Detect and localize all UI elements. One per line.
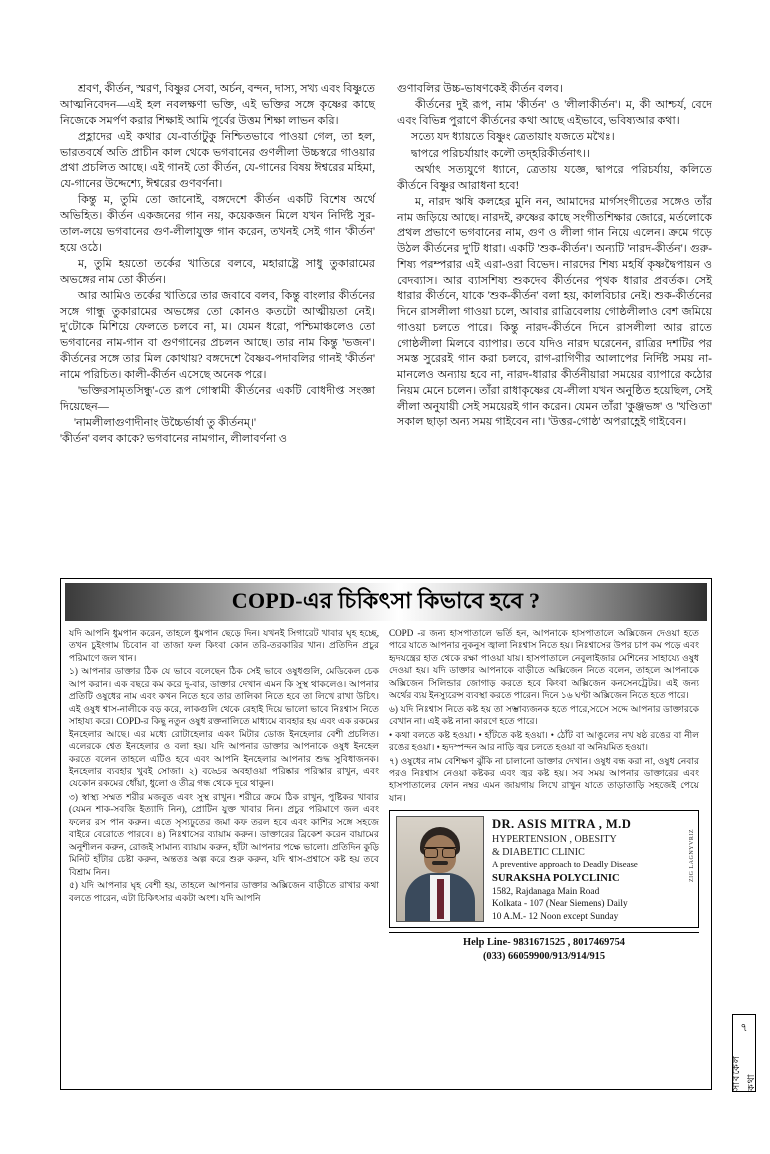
ad-paragraph: ৬) যদি নিঃশ্বাস নিতে কষ্ট হয় তা সম্ভাব্যজনক হতে পারে,সসেে সদ্দে আপনার ডাক্তারকে বেখান না। এই কষ্ট নানা কারণে হতে পারে।: [389, 703, 699, 727]
verse-quote: দ্বাপরে পরিচর্যায়াং কলৌ তদ্হরিকীর্তনাৎ।।: [411, 147, 591, 160]
paragraph: অর্থাৎ সত্যযুগে ধ্যানে, ত্রেতায় যজ্ঞে, দ্বাপরে পরিচর্যায়, কলিতে কীর্তনে বিষ্ণুর আরাধনা হবে!: [397, 163, 712, 192]
paragraph: কীর্তনের দুই রূপ, নাম 'কীর্তন' ও 'লীলাকীর্তন'। ম, কী আশ্চর্য, বেদে এবং বিভিন্ন পুরাণে কীর্তনের কথা আছে এইভাবে, ভবিষ্যআর কথা।: [397, 99, 712, 127]
paragraph: প্রহ্লাদের এই কথার যে-বার্তাটুকু নিশ্চিতভাবে পাওয়া গেল, তা হল, ভারতবর্ষে অতি প্রাচীন কাল থেকে ভগবানের গুণলীলা উচ্চস্বরে গাওয়ার প্রথা প্রচলিত আছে। এই গানই তো কীর্তন, যে-গানের বিষয় ঈশ্বরের মহিমা, যে-গানের উদ্দেশ্যে, ঈশ্বরের গুণবর্ণনা।: [60, 130, 375, 190]
doctor-info: [492, 816, 692, 923]
paragraph: শ্রবণ, কীর্তন, স্মরণ, বিষ্ণুর সেবা, অর্চন, বন্দন, দাস্য, সখ্য এবং বিষ্ণুতে আত্মনিবেদন—এই হল নবলক্ষণা ভক্তি, এই ভক্তির সঙ্গে কৃষ্ণের কাছে নিজেকে সমর্পণ করার শিক্ষাই আমি পূর্বের উত্তম শিক্ষা লাভন করি।: [60, 83, 375, 127]
clinic-hours: 10 A.M.- 12 Noon except Sunday: [492, 911, 619, 922]
ad-paragraph: ৫) যদি আপনার ঘৃহ বেশী হয়, তাহলে আপনার ডাক্তার অক্সিজেন বাড়ীতে রাখার কথা বলতে পারেন, এটা চিকিৎসার একটা অংশ। যদি আপনি: [69, 880, 379, 903]
helpline-block: [389, 932, 699, 966]
ad-bullet: • কথা বলতে কষ্ট হওয়া। • হাঁটতে কষ্ট হওয়া। • ঠোঁট বা আঙুলের নখ ষষ্ঠ রঙের বা নীল রঙের হওয়া। • হৃদস্পন্দন আর নাড়ি জ্বর চলতে হওয়া বা অনিয়মিত হওয়া।: [389, 729, 699, 753]
paragraph: 'কীর্তন' বলব কাকে? ভগবানের নামগান, লীলাবর্ণনা ও: [60, 433, 288, 445]
ad-paragraph: ১) আপনার ডাক্তার ঠিক যে ভাবে বলেছেন ঠিক সেই ভাবে ওষুধগুলি, মেডিকেল চেক আপ করান। এক বছরে কম করে দু-বার, ডাক্তার দেখান এমন কি সুস্থ থাকলেও। আপনার প্রতিটি ওষুধের নাম এবং কখন নিতে হবে তার তালিকা নিতে হবে তা লিখে রাখা উচিৎ। এই ওষুধ শ্বাস-নালীকে বড় করে, লাকগুলি থেকে রেহাই দিয়ে ভালো ভাবে নিঃশ্বাস নিতে সাহায্য করে। COPD-র কিছু নতুন ওষুধ রক্তনালিতে মাধ্যমে ব্যবহার হয় এবং এক রকমের ইনহেলার আছে। এর মধ্যে রোটাহেলার একং মিটার ডোজ ইনহেলার বেশী প্রচলিত। এলেরকে শ্বেত ইনহেলার ও বলা হয়। যদি আপনার ডাক্তার আপনাকে ওষুধ ইনহেল করতে বলেন তাহলে এটিও হবে এবং আপনি ইনহেলার আপনার শুদ্ধ সুবিধাজনক। ইনহেলার ব্যবহার খুবই সোজা। ২) বড্ডের অবহাওয়া পরিষ্কার পরিস্কার রাখুন, এবং যেকোন রকমের ধোঁয়া, ধুলো ও তীব্র গন্ধ থেকে দূরে থাকুন।: [69, 666, 379, 789]
ad-bullet-list: [389, 729, 699, 754]
advertisement-box: [60, 578, 712, 1090]
page-tab-label: সাবকেল কথা: [732, 1055, 757, 1091]
ad-body: [61, 621, 711, 970]
article-left-column: [60, 82, 375, 552]
helpline-primary: Help Line- 9831671525 , 8017469754: [463, 937, 625, 949]
doctor-photo: [396, 816, 484, 922]
ad-paragraph: ৩) স্বাস্থ্য সম্মত শরীর মজবুত এবং সুস্থ রাখুন। শরীরে ক্রমে ঠিক রাখুন, পুষ্টিকর খাবার (যেমন শাক-সবজি ইত্যাদি নিন), প্রোটিন যুক্ত খাবার নিন। প্রচুর পরিমাণে জল এবং ফলের রস পান করুন। এতে সৃস্যঢ়ুতের জমা কফ তরল হবে এবং কাশির সঙ্গে সহজে বাইরে বেরোতে পারবে। ৪) নিঃশ্বাসের ব্যায়াম করুন। ডাক্তারের ব্রিকেশ করেন বায়ামের অনুশীলন করুন, রোজই সামান্য ব্যায়াম করুন, হাঁটা আপনার পক্ষে ভালো। প্রতিদিন কুড়ি মিনিট হাঁটার চেষ্টা করুন, অন্ততঃ অল্প করে শুরু করুন, যদি শ্বাস-প্রশ্বাসে কষ্ট হয় তবে বিশ্রাম নিন।: [69, 791, 379, 877]
page-number-tab: [732, 1014, 756, 1092]
ad-side-code: ZIG LAGNYVRIZ: [688, 829, 695, 883]
clinic-name: SURAKSHA POLYCLINIC: [492, 872, 620, 884]
page-number: ৭: [740, 1022, 748, 1034]
clinic-address-line-1: 1582, Rajdanaga Main Road: [492, 886, 600, 897]
article-right-column: [397, 82, 712, 552]
paragraph: কিন্তু ম, তুমি তো জানোই, বঙ্গদেশে কীর্তন একটি বিশেষ অর্থে অভিহিত। কীর্তন একজনের গান নয়, কয়েকজন মিলে যখন নির্দিষ্ট সুর-তাল-লয়ে ভগবানের গুণ-লীলাযুক্ত গান করেন, তখনই সেই গান 'কীর্তন' হয়ে ওঠে।: [60, 194, 375, 254]
paragraph: ম, নারদ ঋষি কলহের মুনি নন, আমাদের মার্গসংগীতের সঙ্গেও তাঁর নাম জড়িয়ে আছে। নারদই, রুষ্ণের কাছে সংগীতশিক্ষার জোরে, মর্তলোকে প্রথল প্রভাণে ভগবানের নাম, গুণ ও লীলা গান নিয়ে এলেন। ক্রমে গড়ে উঠল কীর্তনের দু'টি ধারা। একটি 'শুক-কীর্তন'। অন্যটি 'নারদ-কীর্তন'। গুরু-শিষ্য পরম্পরার এই এরা-ওরা বিভেদ। নারদের শিষ্য মহর্ষি কৃষ্ণদ্বৈপায়ন ও বেদব্যাস। আর ব্যাসশিষ্য শুকদেব কীর্তনের পৃথক ধারার প্রবর্তক। সেই ধারার কীর্তনে, যাকে 'শুক-কীর্তন' বলা হয়, কালবিচার নেই। শুক-কীর্তনের দিনে রাসলীলা গাওয়া চলে, আবার রাত্রিবেলায় গোষ্ঠলীলাও বেশ জমিয়ে গাওয়া চলতে পারে। কিন্তু নারদ-কীর্তনে দিনে রাসলীলা আর রাতে গোষ্ঠলীলা মিলবে ব্যাপার। তবে যদিও নারদ ঘরেনেন, রাত্রির দশটির পর সমস্ত সুরেরই গান করা চলবে, রাগ-রাগিণীর আলাপের নির্দিষ্ট সময় না-মানলেও অন্যায় হবে না, নারদ-ধারার কীর্তনীয়ারা সময়ের ব্যাপারে কঠোর নিয়ম মেনে চলেন। তাঁরা রাধাকৃষ্ণের যে-লীলা যখন অনুষ্ঠিত হয়েছিল, সেই লীলা অনুযায়ী সেই সময়েরই গান করেন। যেমন তাঁরা 'কুঞ্জভঙ্গ' ও 'খণ্ডিতা' সকাল ছাড়া অন্য সময় গাইবেন না। 'উত্তর-গোষ্ঠ' অপরাহ্ণেই গাইবেন।: [397, 195, 712, 429]
ad-right-column: [389, 627, 699, 966]
paragraph: আর আমিও তর্কের খাতিরে তার জবাবে বলব, কিন্তু বাংলার কীর্তনের সঙ্গে গান্ধু তুকারামের অভঙ্গের তো কোনও কতটো আত্মীয়তা নেই। দু'টোকে মিশিয়ে ফেলতে চলবে না, ম। যেমন ধরো, পশ্চিমাঞ্চলেও তো ভগবানের নাম-গান বা গুণগানের প্রচলন আছে। তার নাম কিন্তু 'ভজন'। কীর্তনের সঙ্গে তার মিল কোথায়? বঙ্গদেশে বৈষ্ণব-পদাবলির গানই 'কীর্তন' নামে পরিচিত। কালী-কীর্তন এসেছে অনেক পরে।: [60, 289, 375, 381]
paragraph: গুণাবলির উচ্চ-ভাষণকেই কীর্তন বলব।: [397, 83, 563, 95]
ad-title: COPD-এর চিকিৎসা কিভাবে হবে ?: [231, 587, 541, 613]
paragraph: ম, তুমি হয়তো তর্কের খাতিরে বলবে, মহারাষ্ট্রে সাধু তুকারামের অভঙ্গের নাম তো কীর্তন।: [60, 257, 375, 286]
ad-title-bar: [65, 583, 707, 621]
doctor-card: [389, 810, 699, 928]
ad-paragraph: ৭) ওষুধের নাম বেশিক্ষণ ঝুঁকি না চালানো ডাক্তার দেখান। ওষুধ বন্ধ করা না, ওষুধ নেবার পরও নিঃশ্বাস নেওয়া কষ্টকর এবং জ্বর কষ্ট হয়। সব সময় আপনার ডাক্তারের এবং হাসপাতালের ফোন নম্বর এমন জায়গায় লিখে রাখুন যাতে তাড়াতাড়ি সহজেই পেয়ে যান।: [389, 755, 699, 803]
helpline-secondary: (033) 66059900/913/914/915: [482, 950, 606, 962]
doctor-name: DR. ASIS MITRA , M.D: [492, 817, 632, 832]
clinic-address-line-2: Kolkata - 107 (Near Siemens) Daily: [492, 899, 628, 910]
verse-quote: সত্যে যদ ধ্যায়তে বিষ্ণুং ত্রেতায়াং যজতে মখৈঃ।: [411, 131, 615, 144]
ad-paragraph: COPD -র জন্য হাসপাতালে ভর্তি হন, আপনাকে হাসপাতালে অক্সিজেন দেওয়া হতে পারে যাতে আপনার নুকনুস জ্বালা নিঃশ্বাস নিতে হয়। নিঃশ্বাসের উপর চাপ কম পড়ে এবং হৃদযন্ত্রের হাত থেকে রক্ষা পাওয়া যায়। হাসপাতালে নেবুলাইজার মেশিনের সাহায্যে ওষুধ দেওয়া হয়। যদি ডাক্তার আপনাকে বাড়ীতে অক্সিজেন নিতে বলেন, তাহলে আপনাকে অক্সিজেন সিলিন্ডার জোগাড় করতে হবে কিংবা অক্সিজেন কনসেনট্রেটর। এই জন্য অর্থের ব্যয় ইনস্যুরেন্স ব্যবস্থা করতে পারেন। দিনে ১৬ ঘণ্টা অক্সিজেন নিতে হতে পারে।: [389, 628, 699, 701]
verse-quote: 'নামলীলাগুণাদীনাং উচ্চৈর্ভার্ষা তু কীর্তনম্।': [74, 416, 256, 429]
doctor-specialty-line-2: & DIABETIC CLINIC: [492, 847, 585, 859]
ad-paragraph: যদি আপনি ধুমপান করেন, তাহলে ধুমপান ছেড়ে দিন। যখনই সিগারেট খাবার ঘৃহ হচ্ছে, তখন চুইংগাম চিবোন বা তাজা ফল কিংবা কোন তরি-তরকারির খান। প্রতিদিন প্রচুর পরিমাণে জল খান।: [69, 628, 379, 663]
doctor-specialty-line-1: HYPERTENSION , OBESITY: [492, 833, 617, 845]
article-body: [60, 82, 712, 552]
ad-left-column: [69, 627, 379, 966]
doctor-tagline: A preventive approach to Deadly Disease: [492, 859, 638, 870]
paragraph: 'ভক্তিরসামৃতসিন্ধু'-তে রূপ গোস্বামী কীর্তনের একটি বোধদীপ্ত সংজ্ঞা দিয়েছেন—: [60, 384, 375, 413]
